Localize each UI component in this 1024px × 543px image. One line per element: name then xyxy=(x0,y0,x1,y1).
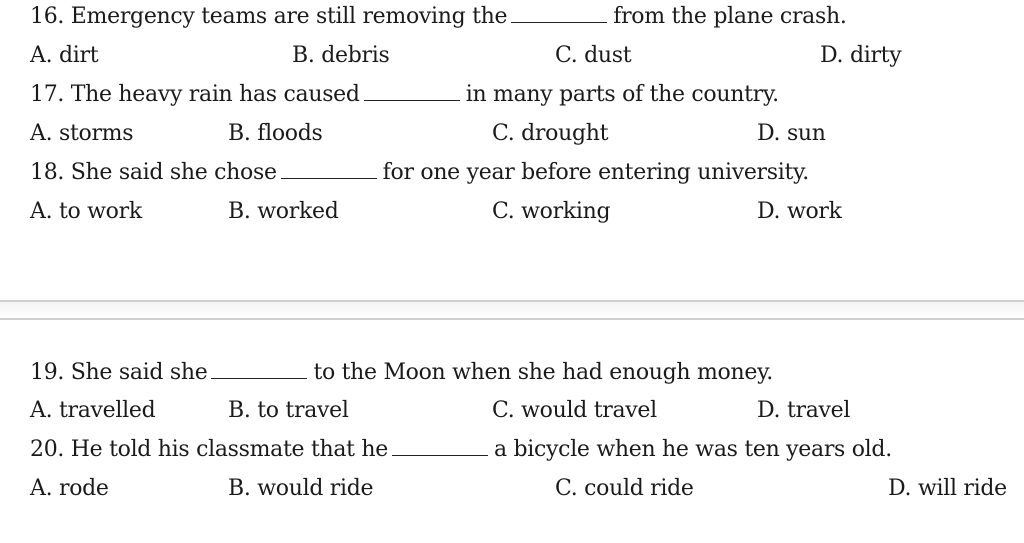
question-20-stem-end: a bicycle when he was ten years old. xyxy=(494,437,892,462)
option-18-c: C. working xyxy=(492,199,611,224)
option-20-b: B. would ride xyxy=(228,476,374,501)
option-16-a: A. dirt xyxy=(30,43,99,68)
answer-blank-18 xyxy=(281,160,377,179)
option-19-b: B. to travel xyxy=(228,398,349,423)
option-19-a: A. travelled xyxy=(30,398,156,423)
option-17-c: C. drought xyxy=(492,121,609,146)
question-19-stem-end: to the Moon when she had enough money. xyxy=(313,360,773,385)
option-20-c: C. could ride xyxy=(555,476,694,501)
question-17-stem-end: in many parts of the country. xyxy=(465,82,779,107)
option-16-d: D. dirty xyxy=(820,43,902,68)
question-18-stem-end: for one year before entering university. xyxy=(382,160,809,185)
page-separator xyxy=(0,300,1024,320)
answer-blank-20 xyxy=(392,437,488,456)
question-19-stem-start: 19. She said she xyxy=(30,360,208,385)
question-20 xyxy=(30,437,892,463)
answer-blank-17 xyxy=(364,82,460,101)
option-20-d: D. will ride xyxy=(888,476,1007,501)
option-17-b: B. floods xyxy=(228,121,323,146)
option-19-d: D. travel xyxy=(757,398,851,423)
option-18-d: D. work xyxy=(757,199,842,224)
option-17-a: A. storms xyxy=(30,121,134,146)
option-16-b: B. debris xyxy=(292,43,390,68)
question-17 xyxy=(30,82,779,108)
question-16-stem-start: 16. Emergency teams are still removing the xyxy=(30,4,508,29)
question-17-stem-start: 17. The heavy rain has caused xyxy=(30,82,360,107)
question-20-stem-start: 20. He told his classmate that he xyxy=(30,437,388,462)
option-18-a: A. to work xyxy=(30,199,142,224)
question-16-stem-end: from the plane crash. xyxy=(613,4,847,29)
question-16 xyxy=(30,4,847,30)
answer-blank-16 xyxy=(511,4,607,23)
question-18-stem-start: 18. She said she chose xyxy=(30,160,277,185)
option-19-c: C. would travel xyxy=(492,398,657,423)
answer-blank-19 xyxy=(211,360,307,379)
option-17-d: D. sun xyxy=(757,121,826,146)
option-16-c: C. dust xyxy=(555,43,632,68)
option-20-a: A. rode xyxy=(30,476,109,501)
question-19 xyxy=(30,360,773,386)
question-18 xyxy=(30,160,809,186)
option-18-b: B. worked xyxy=(228,199,339,224)
